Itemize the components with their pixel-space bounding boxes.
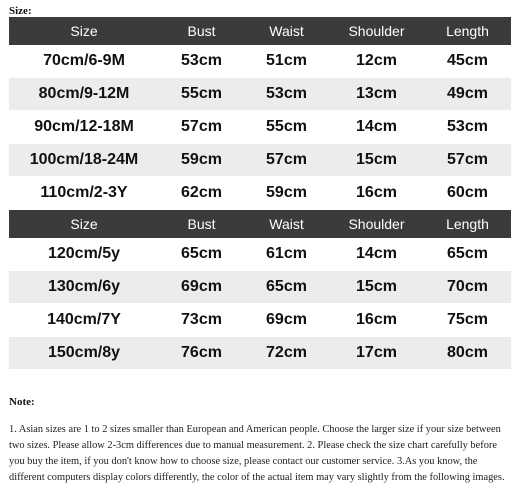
table-header-row xyxy=(9,17,511,45)
cell-shoulder: 16cm xyxy=(356,311,397,328)
cell-size: 120cm/5y xyxy=(47,245,121,262)
cell-bust: 57cm xyxy=(181,118,222,135)
table-row xyxy=(9,78,511,111)
cell-bust: 69cm xyxy=(181,278,222,295)
cell-bust: 76cm xyxy=(181,344,222,361)
header-size: Size xyxy=(70,216,98,232)
cell-waist: 65cm xyxy=(266,278,307,295)
table-row xyxy=(9,111,511,144)
header-length: Length xyxy=(446,23,489,39)
cell-size: 70cm/6-9M xyxy=(43,52,125,69)
size-heading: Size: xyxy=(9,5,32,17)
table-header-row xyxy=(9,210,511,238)
table-row xyxy=(9,271,511,304)
header-bust: Bust xyxy=(187,23,216,39)
cell-waist: 72cm xyxy=(266,344,307,361)
header-shoulder: Shoulder xyxy=(348,216,405,232)
header-shoulder: Shoulder xyxy=(348,23,405,39)
cell-bust: 65cm xyxy=(181,245,222,262)
cell-length: 57cm xyxy=(447,151,488,168)
size-table-1 xyxy=(9,17,511,210)
cell-waist: 53cm xyxy=(266,85,307,102)
note-heading: Note: xyxy=(9,396,35,408)
cell-length: 53cm xyxy=(447,118,488,135)
header-length: Length xyxy=(446,216,489,232)
cell-shoulder: 17cm xyxy=(356,344,397,361)
cell-shoulder: 13cm xyxy=(356,85,397,102)
cell-waist: 55cm xyxy=(266,118,307,135)
cell-length: 70cm xyxy=(447,278,488,295)
cell-size: 150cm/8y xyxy=(47,344,121,361)
table-row xyxy=(9,304,511,337)
cell-waist: 51cm xyxy=(266,52,307,69)
cell-size: 90cm/12-18M xyxy=(34,118,134,135)
cell-shoulder: 15cm xyxy=(356,278,397,295)
header-size: Size xyxy=(70,23,98,39)
cell-shoulder: 14cm xyxy=(356,245,397,262)
table-row xyxy=(9,177,511,210)
cell-shoulder: 15cm xyxy=(356,151,397,168)
cell-length: 75cm xyxy=(447,311,488,328)
cell-bust: 55cm xyxy=(181,85,222,102)
header-waist: Waist xyxy=(269,216,304,232)
cell-waist: 59cm xyxy=(266,184,307,201)
cell-length: 45cm xyxy=(447,52,488,69)
cell-size: 110cm/2-3Y xyxy=(40,184,128,201)
cell-waist: 61cm xyxy=(266,245,307,262)
table-row xyxy=(9,45,511,78)
cell-bust: 62cm xyxy=(181,184,222,201)
cell-bust: 59cm xyxy=(181,151,222,168)
cell-size: 140cm/7Y xyxy=(47,311,121,328)
table-row xyxy=(9,144,511,177)
cell-length: 60cm xyxy=(447,184,488,201)
cell-bust: 53cm xyxy=(181,52,222,69)
cell-shoulder: 14cm xyxy=(356,118,397,135)
cell-bust: 73cm xyxy=(181,311,222,328)
header-waist: Waist xyxy=(269,23,304,39)
note-paragraph: 1. Asian sizes are 1 to 2 sizes smaller than European and American people. Choose the larger size if your size between two sizes. Please allow 2-3cm differences due to manual measurement. 2. Please check the size chart carefully before you buy the item, if you don't know how to choose size, please contact our customer service. 3.As you know, the different computers display colors differently, the color of the actual item may vary slightly from the following images. xyxy=(9,424,505,483)
cell-waist: 57cm xyxy=(266,151,307,168)
cell-size: 130cm/6y xyxy=(47,278,121,295)
size-table-2 xyxy=(9,210,511,370)
header-bust: Bust xyxy=(187,216,216,232)
cell-shoulder: 12cm xyxy=(356,52,397,69)
table-row xyxy=(9,337,511,370)
cell-length: 80cm xyxy=(447,344,488,361)
cell-length: 49cm xyxy=(447,85,488,102)
cell-waist: 69cm xyxy=(266,311,307,328)
cell-shoulder: 16cm xyxy=(356,184,397,201)
table-row xyxy=(9,238,511,271)
cell-size: 80cm/9-12M xyxy=(38,85,130,102)
cell-size: 100cm/18-24M xyxy=(29,151,139,168)
cell-length: 65cm xyxy=(447,245,488,262)
